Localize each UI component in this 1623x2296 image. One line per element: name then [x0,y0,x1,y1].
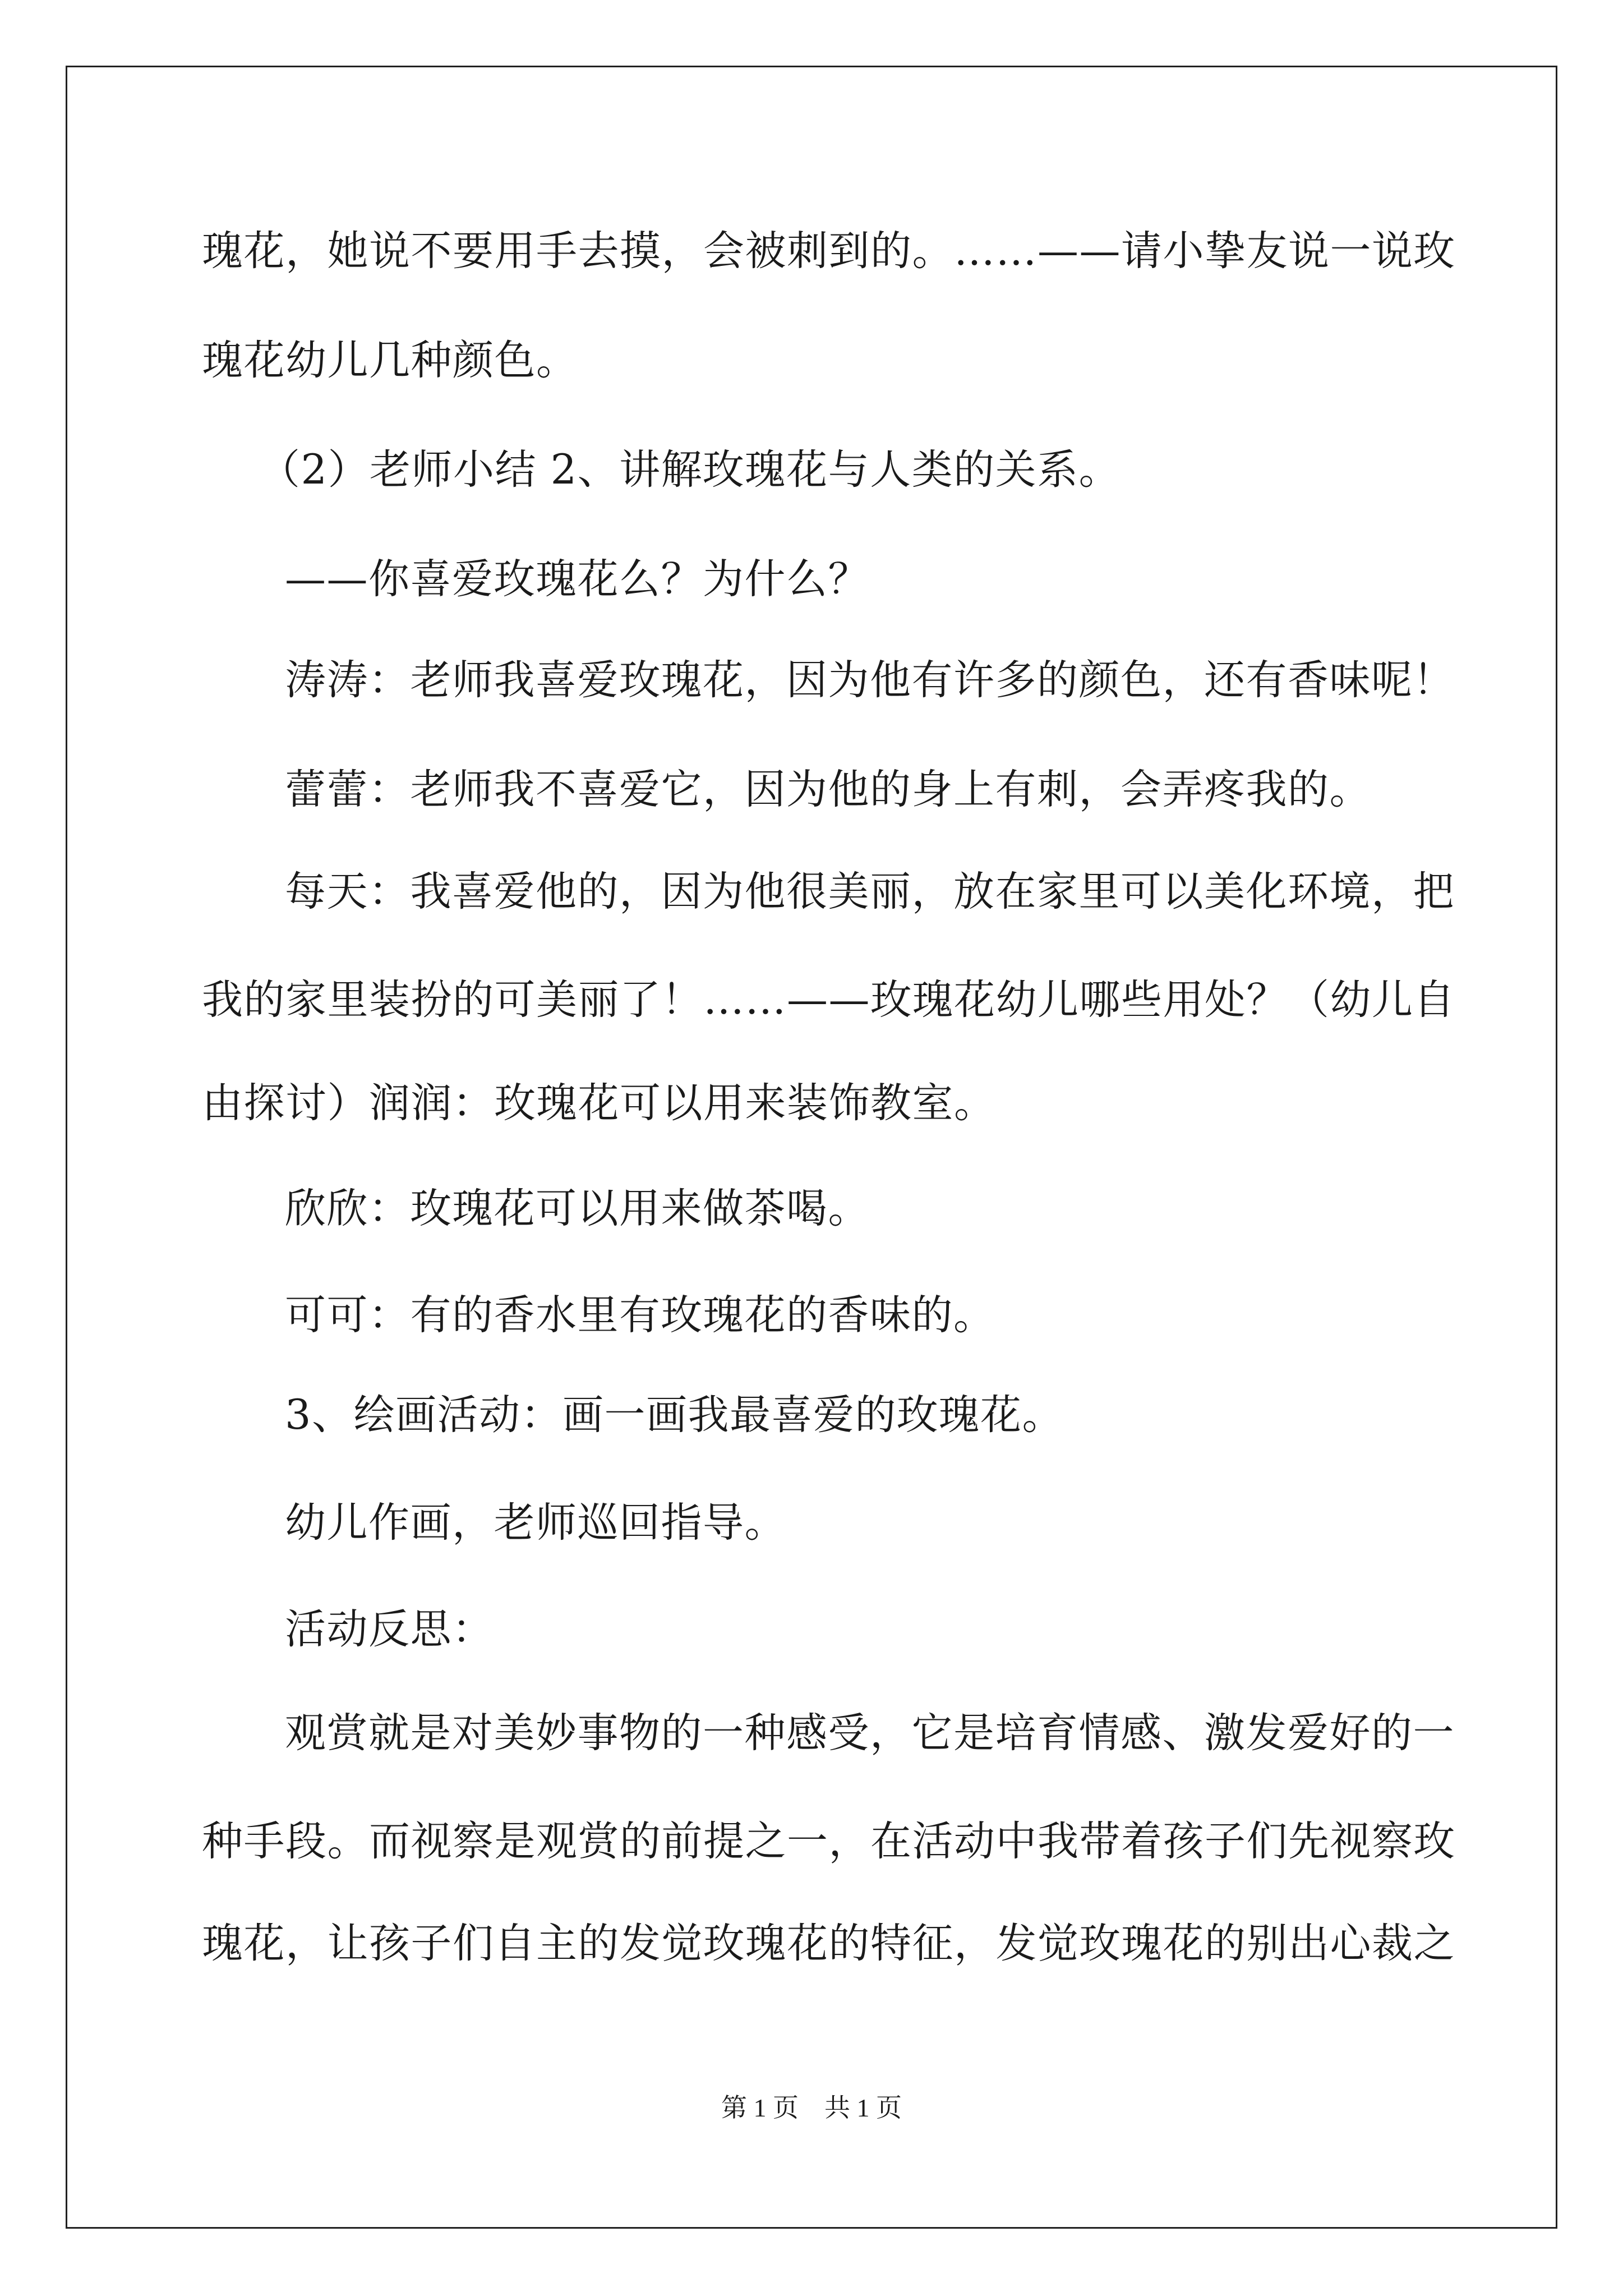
text-line: ——你喜爱玫瑰花么？为什么？ [285,555,870,603]
text-line: 瑰花，让孩子们自主的发觉玫瑰花的特征，发觉玫瑰花的别出心裁之 [202,1920,1455,1967]
text-line: （2）老师小结 2、讲解玫瑰花与人类的关系。 [259,446,1121,494]
page-border [66,66,1557,2229]
text-line: 幼儿作画，老师巡回指导。 [285,1499,786,1547]
text-line: 我的家里装扮的可美丽了！……——玫瑰花幼儿哪些用处？（幼儿自 [202,976,1455,1024]
text-line: 每天：我喜爱他的，因为他很美丽，放在家里可以美化环境，把 [285,868,1455,915]
text-line: 涛涛：老师我喜爱玫瑰花，因为他有许多的颜色，还有香味呢！ [285,656,1455,704]
text-line: 欣欣：玫瑰花可以用来做茶喝。 [285,1185,870,1232]
text-line: 3、绘画活动：画一画我最喜爱的玫瑰花。 [285,1391,1064,1439]
text-line: 瑰花，她说不要用手去摸，会被刺到的。……——请小挚友说一说玫 [202,227,1455,275]
text-line: 可可：有的香水里有玫瑰花的香味的。 [285,1291,995,1339]
text-line: 活动反思： [285,1605,494,1653]
text-line: 由探讨）润润：玫瑰花可以用来装饰教室。 [202,1079,996,1127]
text-line: 种手段。而视察是观赏的前提之一，在活动中我带着孩子们先视察玫 [202,1818,1455,1865]
text-line: 蕾蕾：老师我不喜爱它，因为他的身上有刺，会弄疼我的。 [285,766,1371,813]
text-line: 观赏就是对美妙事物的一种感受，它是培育情感、激发爱好的一 [285,1709,1455,1757]
text-line: 瑰花幼儿几种颜色。 [202,337,578,384]
page-number-footer: 第 1 页 共 1 页 [721,2093,902,2122]
